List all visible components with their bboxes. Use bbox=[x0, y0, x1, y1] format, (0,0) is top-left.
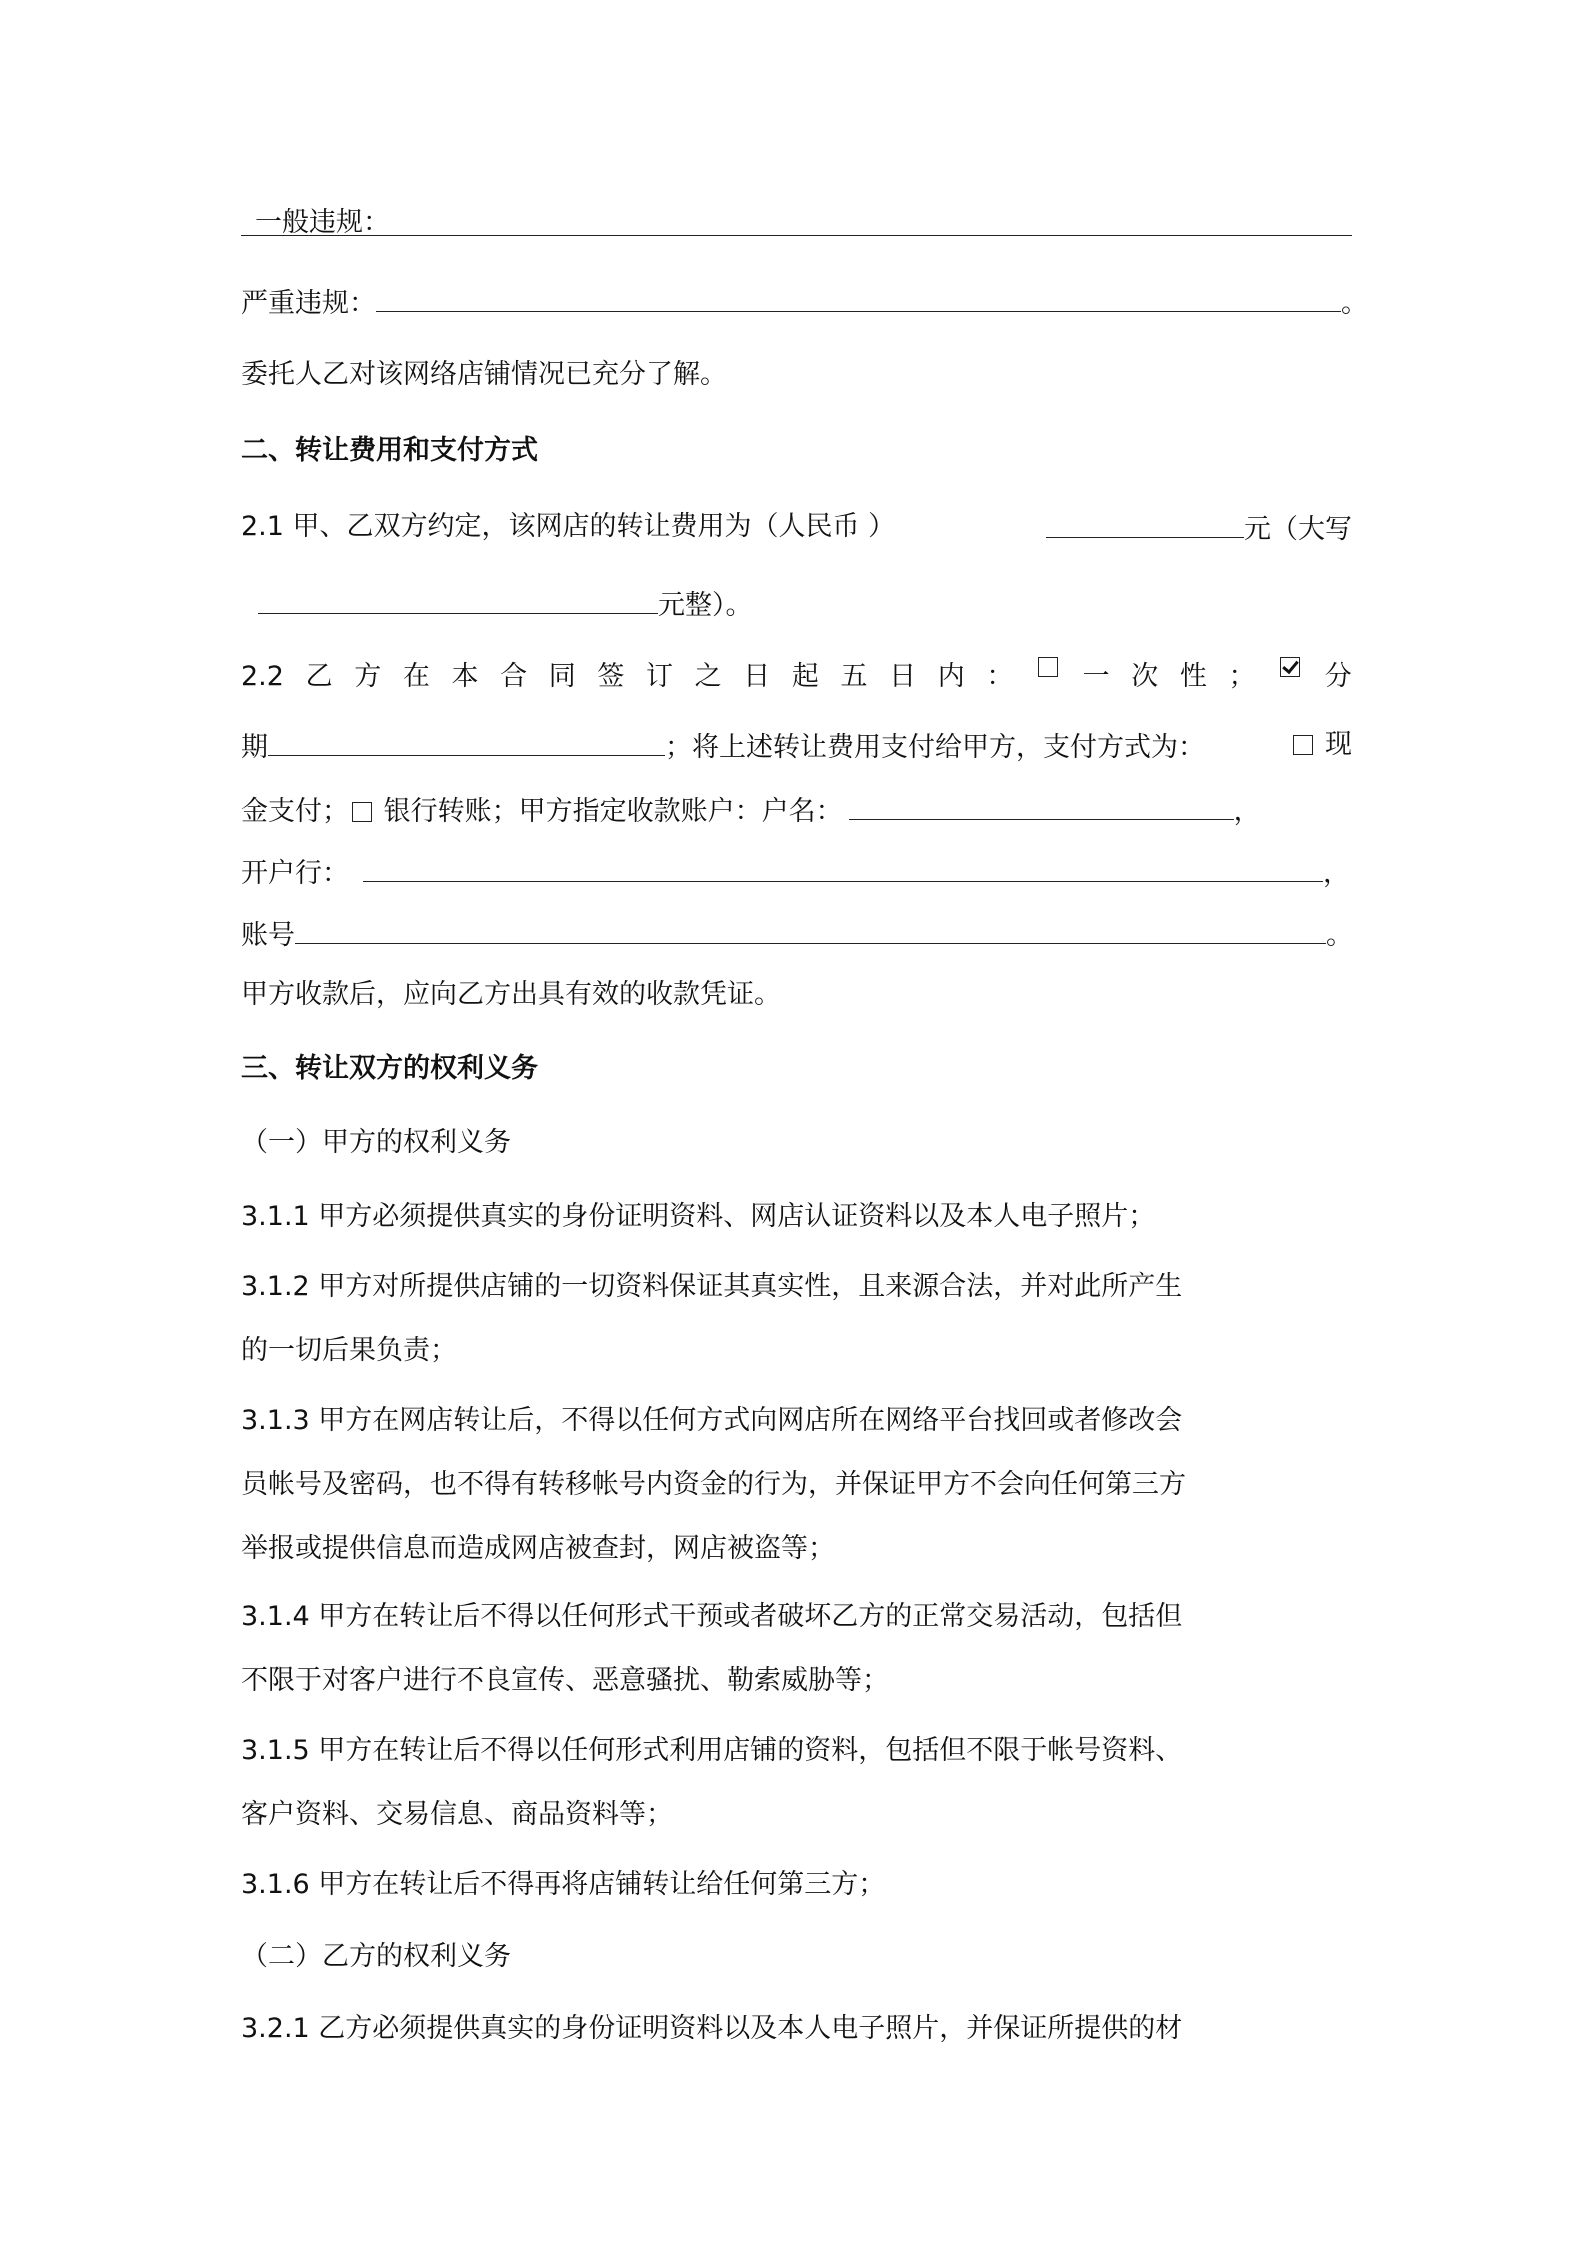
clause-2-2-char: 本 bbox=[451, 661, 479, 692]
clause-2-2-char: 同 bbox=[548, 661, 576, 692]
period: 。 bbox=[1326, 920, 1353, 951]
clause-3-1-3-line2: 员帐号及密码，也不得有转移帐号内资金的行为，并保证甲方不会向任何第三方 bbox=[241, 1469, 1186, 1500]
period: 。 bbox=[1341, 288, 1368, 319]
account-blank[interactable] bbox=[295, 913, 1326, 944]
clause-2-2-char: 日 bbox=[743, 661, 771, 692]
lump-sum-label-char: 次 bbox=[1131, 661, 1159, 692]
amount-uppercase-unit: 元整）。 bbox=[658, 590, 753, 621]
serious-violation-blank[interactable] bbox=[376, 281, 1341, 312]
clause-3-1-2-line1: 3.1.2 甲方对所提供店铺的一切资料保证其真实性，且来源合法，并对此所产生 bbox=[241, 1271, 1183, 1302]
payment-method-text: ；将上述转让费用支付给甲方，支付方式为： bbox=[665, 732, 1205, 763]
cash-checkbox[interactable] bbox=[1293, 735, 1313, 755]
clause-2-2-char: 之 bbox=[694, 661, 722, 692]
bank-label: 开户行： bbox=[241, 858, 349, 889]
clause-2-2-char: 订 bbox=[645, 661, 673, 692]
clause-2-2-char: 内 bbox=[937, 661, 965, 692]
clause-3-1-4-line1: 3.1.4 甲方在转让后不得以任何形式干预或者破坏乙方的正常交易活动，包括但 bbox=[241, 1601, 1183, 1632]
clause-2-2-char: 签 bbox=[597, 661, 625, 692]
bank-blank[interactable] bbox=[363, 851, 1323, 882]
serious-violation-label: 严重违规： bbox=[241, 288, 376, 319]
clause-2-2-line3 bbox=[241, 789, 1261, 829]
bank-line bbox=[241, 851, 1350, 891]
sub2-title: （二）乙方的权利义务 bbox=[241, 1941, 511, 1972]
clause-2-2-char: 五 bbox=[840, 661, 868, 692]
comma: ， bbox=[1233, 796, 1261, 827]
general-violation-label: 一般违规： bbox=[255, 207, 390, 238]
account-label: 账号 bbox=[241, 920, 295, 951]
amount-blank[interactable] bbox=[1046, 507, 1244, 538]
comma: ， bbox=[1323, 858, 1350, 889]
separator: ； bbox=[1228, 661, 1256, 692]
clause-2-1-line2 bbox=[258, 583, 753, 623]
installment-label: 期 bbox=[241, 732, 268, 763]
clause-2-1-line1 bbox=[241, 507, 1352, 547]
clause-3-1-3-line1: 3.1.3 甲方在网店转让后，不得以任何方式向网店所在网络平台找回或者修改会 bbox=[241, 1405, 1183, 1436]
clause-3-1-5-line2: 客户资料、交易信息、商品资料等； bbox=[241, 1799, 673, 1830]
bank-transfer-checkbox[interactable] bbox=[352, 802, 372, 822]
clause-3-1-5-line1: 3.1.5 甲方在转让后不得以任何形式利用店铺的资料，包括但不限于帐号资料、 bbox=[241, 1735, 1183, 1766]
clause-2-2-char: 日 bbox=[889, 661, 917, 692]
clause-2-2-char: 方 bbox=[354, 661, 382, 692]
clause-3-1-4-line2: 不限于对客户进行不良宣传、恶意骚扰、勒索威胁等； bbox=[241, 1665, 889, 1696]
section2-title: 二、转让费用和支付方式 bbox=[241, 435, 538, 466]
lump-sum-label-char: 一 bbox=[1082, 661, 1110, 692]
general-violation-line bbox=[241, 203, 1352, 243]
section3-title: 三、转让双方的权利义务 bbox=[241, 1053, 538, 1084]
clause-2-2-line1 bbox=[241, 657, 1352, 697]
serious-violation-line bbox=[241, 281, 1368, 321]
clause-3-1-6: 3.1.6 甲方在转让后不得再将店铺转让给任何第三方； bbox=[241, 1869, 886, 1900]
clause-3-1-3-line3: 举报或提供信息而造成网店被查封，网店被盗等； bbox=[241, 1533, 835, 1564]
clause-2-2-char: 在 bbox=[402, 661, 430, 692]
clause-2-2-char: 起 bbox=[791, 661, 819, 692]
amount-unit: 元（大写 bbox=[1244, 514, 1352, 545]
lump-sum-checkbox[interactable] bbox=[1038, 657, 1058, 677]
cash-label-part2: 金支付； bbox=[241, 796, 349, 827]
installment-checkbox-checked[interactable] bbox=[1280, 657, 1300, 677]
receipt-paragraph: 甲方收款后，应向乙方出具有效的收款凭证。 bbox=[241, 979, 781, 1010]
account-name-label: 银行转账；甲方指定收款账户：户名： bbox=[383, 796, 843, 827]
clause-2-2-char: 乙 bbox=[305, 661, 333, 692]
clause-3-1-1: 3.1.1 甲方必须提供真实的身份证明资料、网店认证资料以及本人电子照片； bbox=[241, 1201, 1156, 1232]
clause-2-2-char: ： bbox=[986, 661, 1014, 692]
account-line bbox=[241, 913, 1353, 953]
amount-uppercase-blank[interactable] bbox=[258, 583, 658, 614]
installment-label-part1: 分 bbox=[1324, 661, 1352, 692]
cash-label-part1: 现 bbox=[1325, 729, 1352, 760]
clause-3-1-2-line2: 的一切后果负责； bbox=[241, 1335, 457, 1366]
lump-sum-label-char: 性 bbox=[1179, 661, 1207, 692]
clause-2-2-char: 2.2 bbox=[241, 661, 284, 692]
clause-2-2-char: 合 bbox=[500, 661, 528, 692]
account-name-blank[interactable] bbox=[849, 789, 1234, 820]
clause-2-2-line2 bbox=[241, 725, 1352, 765]
clause-2-1-text: 2.1 甲、乙双方约定，该网店的转让费用为（人民币 ） bbox=[241, 511, 896, 542]
installment-blank[interactable] bbox=[268, 725, 665, 756]
clause-3-2-1-line1: 3.2.1 乙方必须提供真实的身份证明资料以及本人电子照片，并保证所提供的材 bbox=[241, 2013, 1183, 2044]
sub1-title: （一）甲方的权利义务 bbox=[241, 1127, 511, 1158]
understood-paragraph: 委托人乙对该网络店铺情况已充分了解。 bbox=[241, 359, 727, 390]
